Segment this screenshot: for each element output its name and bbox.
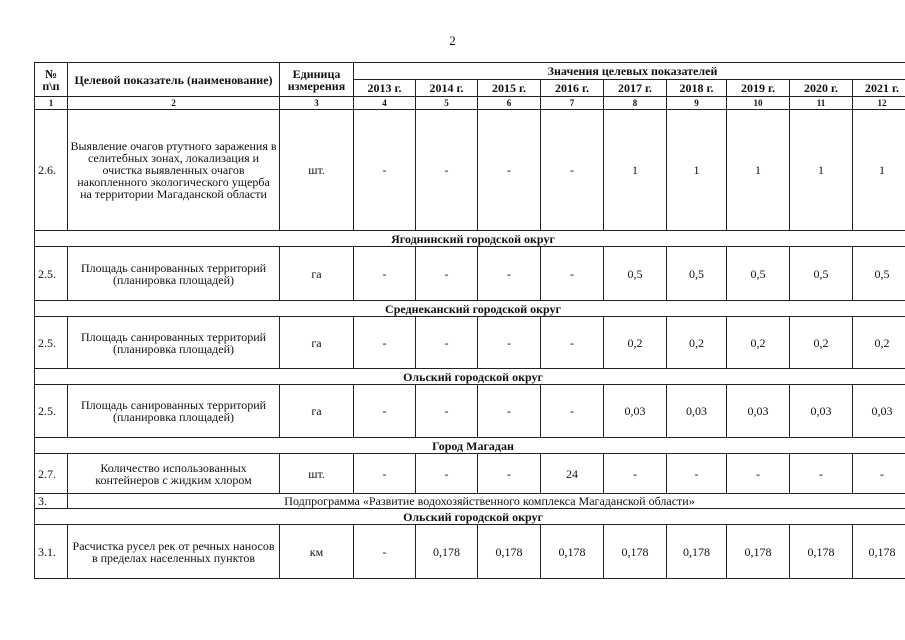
- value-cell: 0,178: [667, 525, 727, 579]
- value-cell: 0,03: [853, 385, 905, 438]
- subprogram-row: [35, 494, 905, 509]
- unit-cell: шт.: [280, 110, 354, 231]
- year-2018: 2018 г.: [667, 80, 727, 97]
- index-cell: 6: [478, 97, 541, 110]
- value-cell: -: [541, 385, 604, 438]
- year-2015: 2015 г.: [478, 80, 541, 97]
- row-number: 2.5.: [35, 247, 68, 301]
- header-row-1: [35, 63, 905, 80]
- table-row: [35, 247, 905, 301]
- header-indicator: Целевой показатель (наименование): [68, 63, 280, 97]
- value-cell: -: [416, 317, 478, 369]
- value-cell: 1: [853, 110, 905, 231]
- value-cell: 0,178: [541, 525, 604, 579]
- index-cell: 3: [280, 97, 354, 110]
- value-cell: -: [354, 525, 416, 579]
- value-cell: -: [354, 110, 416, 231]
- value-cell: -: [478, 385, 541, 438]
- value-cell: 0,178: [604, 525, 667, 579]
- index-cell: 11: [790, 97, 853, 110]
- value-cell: -: [354, 454, 416, 494]
- section-title: Город Магадан: [35, 438, 905, 454]
- indicator-name: Площадь санированных территорий (планировка площадей): [68, 317, 280, 369]
- header-values: Значения целевых показателей: [354, 63, 905, 80]
- value-cell: -: [541, 110, 604, 231]
- indicator-name: Расчистка русел рек от речных наносов в пределах населенных пунктов: [68, 525, 280, 579]
- year-2021: 2021 г.: [853, 80, 905, 97]
- value-cell: -: [790, 454, 853, 494]
- value-cell: 0,5: [604, 247, 667, 301]
- value-cell: -: [416, 385, 478, 438]
- row-number: 2.5.: [35, 385, 68, 438]
- row-number: 2.7.: [35, 454, 68, 494]
- value-cell: -: [667, 454, 727, 494]
- index-cell: 2: [68, 97, 280, 110]
- section-title: Ольский городской округ: [35, 509, 905, 525]
- indicator-name: Площадь санированных территорий (планировка площадей): [68, 385, 280, 438]
- index-cell: 5: [416, 97, 478, 110]
- value-cell: -: [853, 454, 905, 494]
- value-cell: 0,178: [853, 525, 905, 579]
- index-cell: 8: [604, 97, 667, 110]
- section-row: [35, 301, 905, 317]
- section-row: [35, 438, 905, 454]
- value-cell: 1: [667, 110, 727, 231]
- value-cell: 0,03: [667, 385, 727, 438]
- index-cell: 9: [667, 97, 727, 110]
- value-cell: 0,178: [790, 525, 853, 579]
- row-number: 3.1.: [35, 525, 68, 579]
- value-cell: 0,03: [790, 385, 853, 438]
- section-row: [35, 509, 905, 525]
- table-row: [35, 317, 905, 369]
- page-number: 2: [449, 33, 456, 48]
- index-cell: 10: [727, 97, 790, 110]
- year-2016: 2016 г.: [541, 80, 604, 97]
- subprogram-title: Подпрограмма «Развитие водохозяйственного комплекса Магаданской области»: [68, 494, 905, 509]
- value-cell: -: [727, 454, 790, 494]
- value-cell: 0,178: [478, 525, 541, 579]
- indicator-name: Площадь санированных территорий (планировка площадей): [68, 247, 280, 301]
- section-title: Ольский городской округ: [35, 369, 905, 385]
- index-cell: 12: [853, 97, 905, 110]
- table-row: [35, 454, 905, 494]
- row-number: 3.: [35, 494, 68, 509]
- value-cell: 0,2: [667, 317, 727, 369]
- unit-cell: км: [280, 525, 354, 579]
- value-cell: 24: [541, 454, 604, 494]
- value-cell: -: [478, 317, 541, 369]
- table-row: [35, 110, 905, 231]
- row-number: 2.6.: [35, 110, 68, 231]
- year-2013: 2013 г.: [354, 80, 416, 97]
- value-cell: 1: [790, 110, 853, 231]
- value-cell: -: [354, 247, 416, 301]
- section-title: Ягоднинский городской округ: [35, 231, 905, 247]
- value-cell: -: [354, 385, 416, 438]
- value-cell: 0,5: [853, 247, 905, 301]
- year-2017: 2017 г.: [604, 80, 667, 97]
- unit-cell: га: [280, 247, 354, 301]
- value-cell: -: [478, 110, 541, 231]
- value-cell: -: [604, 454, 667, 494]
- indicator-name: Количество использованных контейнеров с жидким хлором: [68, 454, 280, 494]
- year-2019: 2019 г.: [727, 80, 790, 97]
- value-cell: 1: [727, 110, 790, 231]
- value-cell: 0,5: [790, 247, 853, 301]
- value-cell: -: [541, 317, 604, 369]
- index-cell: 7: [541, 97, 604, 110]
- column-index-row: [35, 97, 905, 110]
- table-row: [35, 385, 905, 438]
- header-num: № п\п: [35, 63, 68, 97]
- header-unit: Единица измерения: [280, 63, 354, 97]
- value-cell: 0,178: [416, 525, 478, 579]
- unit-cell: шт.: [280, 454, 354, 494]
- value-cell: 0,5: [727, 247, 790, 301]
- table-row: [35, 525, 905, 579]
- year-2014: 2014 г.: [416, 80, 478, 97]
- value-cell: 0,03: [727, 385, 790, 438]
- target-indicators-table: [34, 62, 905, 579]
- value-cell: -: [416, 110, 478, 231]
- unit-cell: га: [280, 385, 354, 438]
- value-cell: 0,2: [604, 317, 667, 369]
- section-row: [35, 369, 905, 385]
- value-cell: 0,5: [667, 247, 727, 301]
- value-cell: -: [416, 454, 478, 494]
- value-cell: 0,03: [604, 385, 667, 438]
- value-cell: -: [416, 247, 478, 301]
- index-cell: 1: [35, 97, 68, 110]
- value-cell: -: [478, 247, 541, 301]
- value-cell: 0,178: [727, 525, 790, 579]
- value-cell: 0,2: [727, 317, 790, 369]
- value-cell: 1: [604, 110, 667, 231]
- value-cell: -: [541, 247, 604, 301]
- indicator-name: Выявление очагов ртутного заражения в селитебных зонах, локализация и очистка выявленных очагов накопленного экологического ущерба на территории Магаданской области: [68, 110, 280, 231]
- value-cell: 0,2: [853, 317, 905, 369]
- row-number: 2.5.: [35, 317, 68, 369]
- year-2020: 2020 г.: [790, 80, 853, 97]
- value-cell: -: [478, 454, 541, 494]
- value-cell: 0,2: [790, 317, 853, 369]
- section-title: Среднеканский городской округ: [35, 301, 905, 317]
- index-cell: 4: [354, 97, 416, 110]
- section-row: [35, 231, 905, 247]
- unit-cell: га: [280, 317, 354, 369]
- value-cell: -: [354, 317, 416, 369]
